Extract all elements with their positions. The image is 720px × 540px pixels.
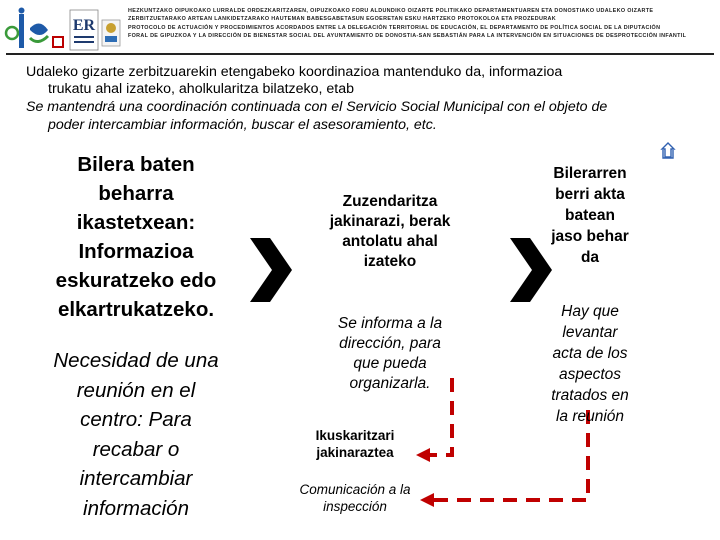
step2-eu-line: izateko <box>363 253 417 270</box>
step3-eu-line: Bilerarren <box>553 165 627 182</box>
step1-eu-line: eskuratzeko edo <box>55 269 217 292</box>
step2-eu-line: antolatu ahal <box>342 233 438 250</box>
step2-es-line: Se informa a la <box>337 315 443 332</box>
step1-es-line: centro: Para <box>80 408 192 431</box>
intro-spanish-line-1: Se mantendrá una coordinación continuada con el Servicio Social Municipal con el objeto de <box>26 99 608 115</box>
step3-basque <box>510 163 670 268</box>
inspection-spanish <box>280 481 430 515</box>
step1-es-line: Necesidad de una <box>53 349 219 372</box>
inspection-es-line: inspección <box>323 499 387 514</box>
step1-eu-line: Informazioa <box>78 240 194 263</box>
step3-es-line: aspectos <box>558 366 622 383</box>
inspection-eu-line: jakinaraztea <box>316 445 394 460</box>
step3-es-line: tratados en <box>551 387 629 404</box>
arrow-step1-to-step2 <box>250 238 292 302</box>
step1-eu-line: Bilera baten <box>77 153 195 176</box>
step1-es-line: información <box>83 496 189 520</box>
intro-spanish-line-2: poder intercambiar información, buscar el asesoramiento, etc. <box>48 117 437 133</box>
header-line-2: ZERBITZUETARAKO ARTEAN LANKIDETZARAKO HAUTEMAN BABESGABETASUN EGOERETAN ESKU HARTZEKO PROTOKOLOA ETA PROZEDURAK <box>128 16 556 22</box>
step1-eu-line: beharra <box>98 182 174 205</box>
step2-basque <box>300 192 480 272</box>
step3-es-line: Hay que <box>561 303 619 320</box>
step3-eu-line: jaso behar <box>551 228 629 245</box>
inspection-basque <box>280 427 430 461</box>
step3-es-line: levantar <box>562 324 618 341</box>
step1-eu-line: ikastetxean: <box>76 211 196 234</box>
step1-eu-line: elkartrukatzeko. <box>57 298 215 321</box>
step3-es-line: la reunión <box>555 408 625 425</box>
step3-eu-line: batean <box>565 207 615 224</box>
logo-er-text: ER <box>72 17 96 34</box>
step2-es-line: dirección, para <box>339 335 441 352</box>
step3-spanish <box>510 301 670 427</box>
intro-basque-line-1: Udaleko gizarte zerbitzuarekin etengabeko koordinazioa mantenduko da, informazioa <box>26 64 563 80</box>
step2-es-line: que pueda <box>353 355 427 372</box>
intro-basque-line-2: trukatu ahal izateko, aholkularitza bilatzeko, etab <box>48 81 355 97</box>
step2-eu-line: jakinarazi, berak <box>329 213 451 230</box>
step1-es-line: reunión en el <box>76 378 196 402</box>
step2-eu-line: Zuzendaritza <box>342 193 438 210</box>
step3-es-line: acta de los <box>552 345 628 362</box>
inspection-es-line: Comunicación a la <box>299 482 411 497</box>
step2-es-line: organizarla. <box>349 375 431 392</box>
header-line-3: PROTOCOLO DE ACTUACIÓN Y PROCEDIMIENTOS ACORDADOS ENTRE LA DELEGACIÓN TERRITORIAL DE EDUCACIÓN, EL DEPARTAMENTO DE POLÍTICA SOCIAL DE LA DIPUTACIÓN <box>128 25 661 31</box>
inspection-eu-line: Ikuskaritzari <box>315 428 395 443</box>
step3-eu-line: berri akta <box>555 186 625 203</box>
header-line-4: FORAL DE GIPUZKOA Y LA DIRECCIÓN DE BIENESTAR SOCIAL DEL AYUNTAMIENTO DE DONOSTIA-SAN SEBASTIÁN PARA LA INTERVENCIÓN EN SITUACIONES DE DESPROTECCIÓN INFANTIL <box>128 33 687 39</box>
step3-eu-line: da <box>580 249 600 266</box>
step1-basque <box>30 150 242 324</box>
step1-spanish <box>22 346 250 523</box>
step1-es-line: recabar o <box>92 437 180 461</box>
step1-es-line: intercambiar <box>79 467 193 490</box>
step2-spanish <box>300 314 480 394</box>
header-line-1: HEZKUNTZAKO OIPUKOAKO LURRALDE ORDEZKARITZAREN, OIPUZKOAKO FORU ALDUNDIKO OIZARTE POLITIKAKO DEPARTAMENTUAREN ETA DONOSTIAKO UDALEKO OIZARTE <box>128 8 654 14</box>
